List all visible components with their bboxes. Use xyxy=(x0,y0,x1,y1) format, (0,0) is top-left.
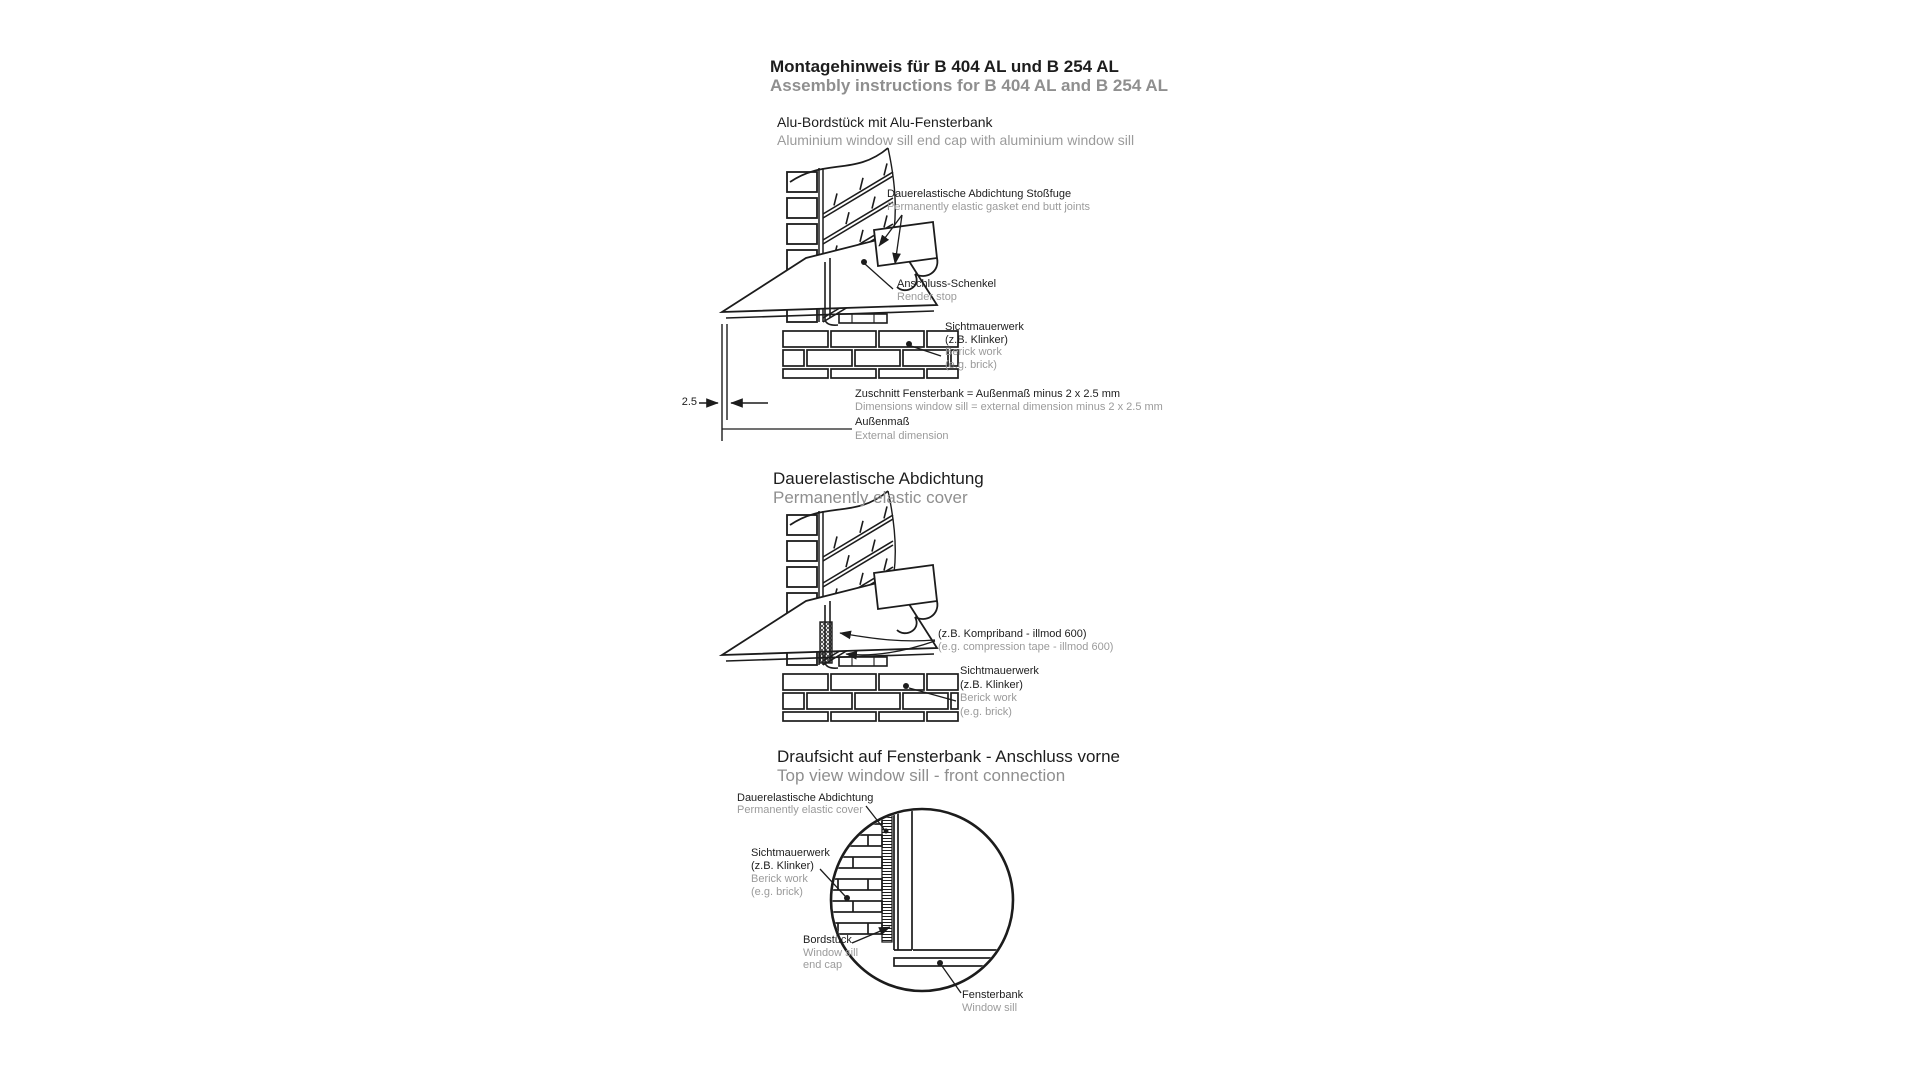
label-seal-topview: Dauerelastische Abdichtung Permanently elastic cover xyxy=(737,792,874,816)
section1-heading-en: Aluminium window sill end cap with aluminium window sill xyxy=(777,132,1135,148)
label-compression-tape: (z.B. Kompriband - illmod 600) (e.g. compression tape - illmod 600) xyxy=(938,628,1114,653)
diagram-elastic-seal-perspective xyxy=(640,483,980,733)
label-cut-dimension: Zuschnitt Fensterbank = Außenmaß minus 2 x 2.5 mm Dimensions window sill = external dimension minus 2 x 2.5 mm xyxy=(855,388,1163,413)
section1-heading-de: Alu-Bordstück mit Alu-Fensterbank xyxy=(777,114,993,130)
page-title-de: Montagehinweis für B 404 AL und B 254 AL xyxy=(770,57,1119,76)
label-masonry-2: Sichtmauerwerk (z.B. Klinker) Berick work (e.g. brick) xyxy=(960,665,1039,718)
section3-heading-de: Draufsicht auf Fensterbank - Anschluss vorne xyxy=(777,747,1120,766)
label-render-stop: Anschluss-Schenkel Render stop xyxy=(897,278,997,303)
section2-heading-de: Dauerelastische Abdichtung xyxy=(773,469,984,488)
section3-heading-en: Top view window sill - front connection xyxy=(777,766,1066,785)
label-window-sill: Fensterbank Window sill xyxy=(962,989,1024,1014)
label-masonry-3: Sichtmauerwerk (z.B. Klinker) Berick work (e.g. brick) xyxy=(751,847,830,898)
section2-heading-en: Permanently elastic cover xyxy=(773,488,968,507)
page-title-en: Assembly instructions for B 404 AL and B 254 AL xyxy=(770,76,1169,95)
label-gasket-butt-joint: Dauerelastische Abdichtung Stoßfuge Permanently elastic gasket end butt joints xyxy=(887,188,1091,213)
label-end-cap: Bordstück Window sill end cap xyxy=(803,934,859,971)
label-external-dimension-en: External dimension xyxy=(855,430,949,442)
label-external-dimension-de: Außenmaß xyxy=(855,416,910,428)
label-masonry-1: Sichtmauerwerk (z.B. Klinker) Berick work (e.g. brick) xyxy=(945,321,1024,371)
dimension-value: 2.5 xyxy=(681,396,697,408)
